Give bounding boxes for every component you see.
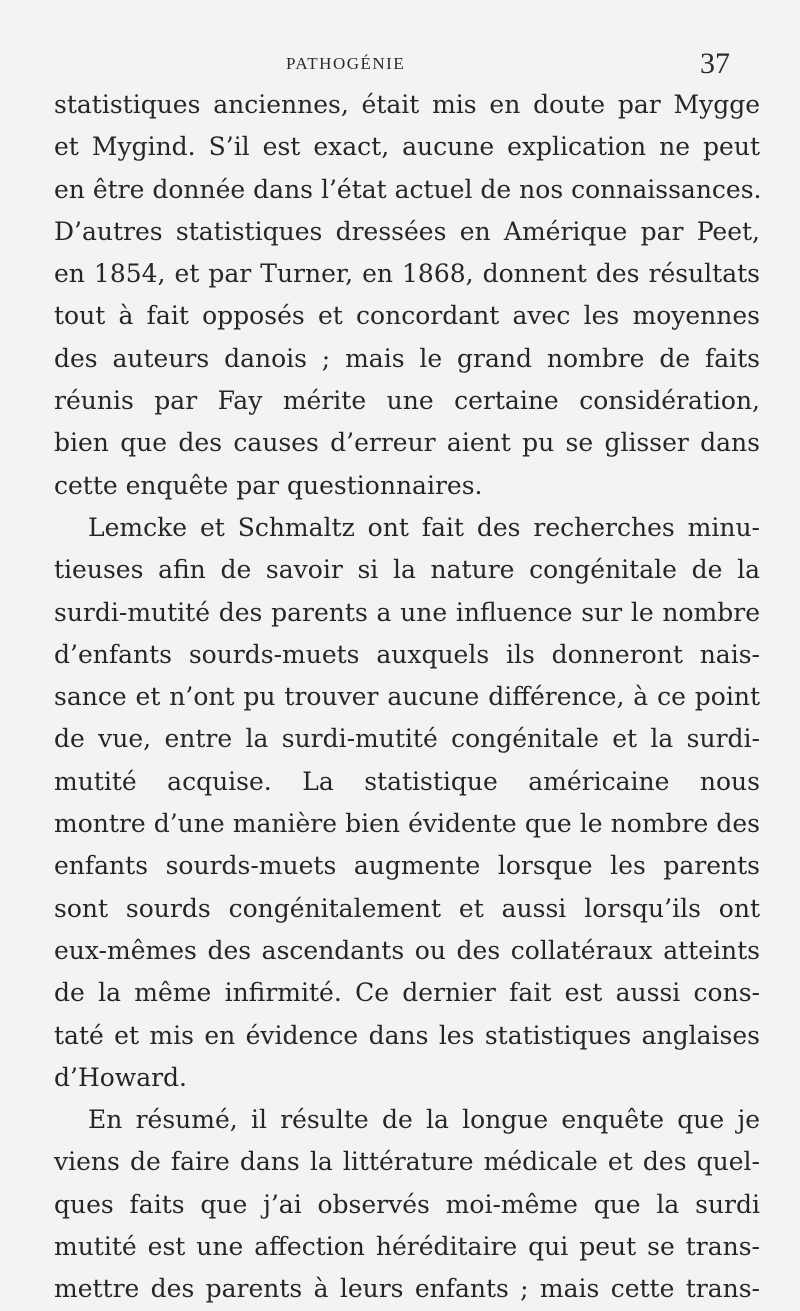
text-line: en 1854, et par Turner, en 1868, donnent des résultats [54, 259, 760, 289]
text-line: sont sourds congénitalement et aussi lorsqu’ils ont [54, 893, 760, 923]
text-line: surdi-mutité des parents a une influence sur le nombre [54, 597, 760, 627]
page-number: 37 [700, 47, 730, 80]
text-line: En résumé, il résulte de la longue enquête que je [88, 1105, 760, 1135]
text-line: Lemcke et Schmaltz ont fait des recherches minu- [88, 512, 760, 542]
text-line: viens de faire dans la littérature médicale et des quel- [54, 1147, 760, 1177]
page-header [0, 47, 800, 87]
text-line: tout à fait opposés et concordant avec les moyennes [54, 301, 760, 331]
text-line: des auteurs danois ; mais le grand nombre de faits [54, 343, 760, 373]
text-line: mutité acquise. La statistique américaine nous [54, 766, 760, 796]
text-line: de vue, entre la surdi-mutité congénitale et la surdi- [54, 724, 760, 754]
text-line: mettre des parents à leurs enfants ; mais cette trans- [54, 1274, 760, 1304]
text-line: réunis par Fay mérite une certaine considération, [54, 386, 760, 416]
body-text [54, 84, 760, 1311]
text-line: montre d’une manière bien évidente que le nombre des [54, 809, 760, 839]
running-title: PATHOGÉNIE [286, 54, 406, 73]
text-line: statistiques anciennes, était mis en doute par Mygge [54, 90, 760, 119]
text-line: d’enfants sourds-muets auxquels ils donneront nais- [54, 639, 760, 669]
text-line: de la même infirmité. Ce dernier fait est aussi cons- [54, 978, 760, 1008]
text-line: mutité est une affection héréditaire qui peut se trans- [54, 1232, 760, 1262]
text-line: ques faits que j’ai observés moi-même que la surdi [54, 1189, 760, 1219]
text-line: en être donnée dans l’état actuel de nos connaissances. [54, 174, 762, 204]
text-line: cette enquête par questionnaires. [54, 470, 483, 500]
text-line: taté et mis en évidence dans les statistiques anglaises [54, 1020, 760, 1050]
text-line: bien que des causes d’erreur aient pu se glisser dans [54, 428, 760, 458]
text-line: sance et n’ont pu trouver aucune différence, à ce point [54, 682, 760, 712]
text-line: enfants sourds-muets augmente lorsque les parents [54, 851, 760, 881]
text-line: d’Howard. [54, 1062, 188, 1092]
text-line: et Mygind. S’il est exact, aucune explication ne peut [54, 132, 760, 162]
text-line: D’autres statistiques dressées en Amérique par Peet, [54, 216, 760, 246]
text-line: tieuses afin de savoir si la nature congénitale de la [54, 555, 760, 585]
text-line: eux-mêmes des ascendants ou des collatéraux atteints [54, 935, 760, 965]
